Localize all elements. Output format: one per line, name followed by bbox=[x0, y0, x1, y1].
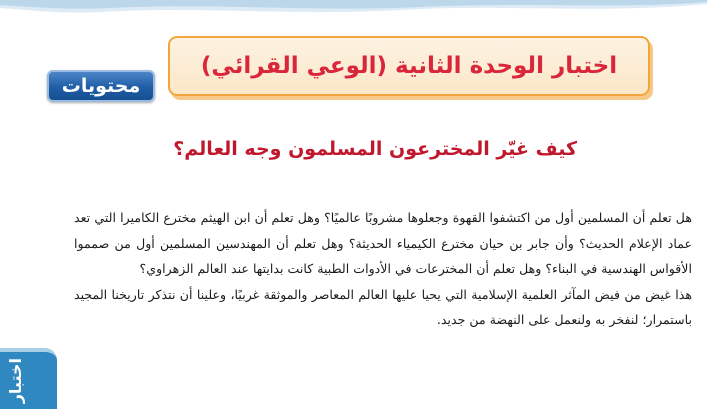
passage-paragraph-2: هذا غيض من فيض المآثر العلمية الإسلامية التي يحيا عليها العالم المعاصر والموثقة غربيًا، وعلينا أن نتذكر تاريخنا المجيد باستمرار؛ لنفخر به ولنعمل على النهضة من جديد. bbox=[74, 286, 692, 327]
unit-test-title-box bbox=[168, 36, 650, 96]
contents-button[interactable] bbox=[47, 70, 155, 102]
page-title: اختبار الوحدة الثانية (الوعي القرائي) bbox=[200, 53, 618, 79]
side-tab-label: اختبار bbox=[6, 357, 25, 404]
question-heading: كيف غيّر المخترعون المسلمون وجه العالم؟ bbox=[173, 138, 577, 160]
contents-button-label: محتويات bbox=[61, 75, 141, 97]
top-wave-decoration bbox=[0, 0, 707, 22]
passage-paragraph-1: هل تعلم أن المسلمين أول من اكتشفوا القهوة وجعلوها مشروبًا عالميًا؟ وهل تعلم أن ابن الهيثم مخترع الكاميرا التي تعد عماد الإعلام الحديث؟ وأن جابر بن حيان مخترع الكيمياء الحديثة؟ وهل تعلم أن المهندسين المسلمين أول من صمموا الأقواس الهندسية في البناء؟ وهل تعلم أن المخترعات في الأدوات الطبية كانت بدايتها عند العالم الزهراوي؟ bbox=[74, 210, 692, 276]
reading-passage bbox=[74, 205, 692, 333]
side-tab[interactable] bbox=[0, 348, 57, 409]
